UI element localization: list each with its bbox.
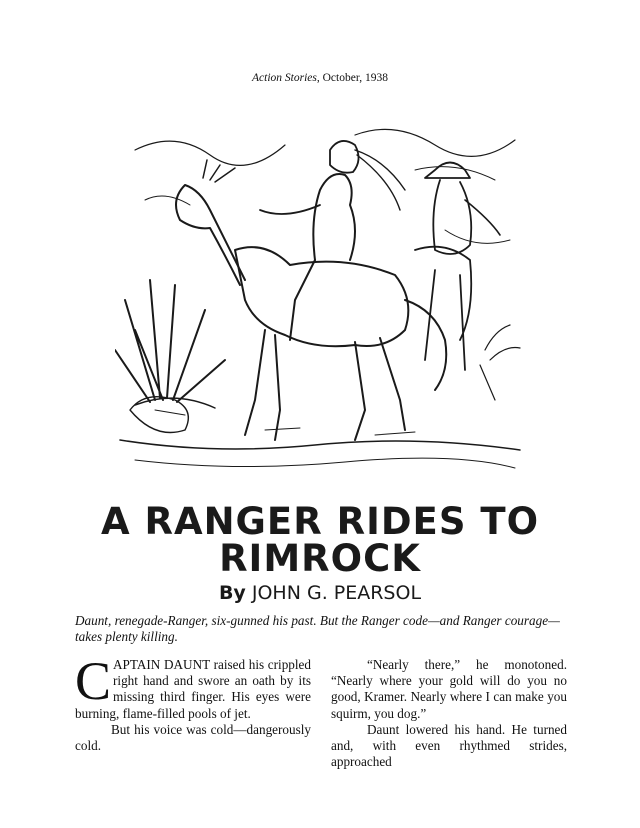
paragraph-text: APTAIN DAUNT raised his crippled right hand and swore an oath by its missing third finger. His eyes were burning, flame-filled pools of jet. [75, 657, 311, 721]
paragraph: Daunt lowered his hand. He turned and, with even rhythmed strides, approached [331, 721, 567, 770]
drop-cap: C [75, 651, 112, 711]
story-illustration [115, 110, 525, 480]
publication-date: , October, 1938 [316, 72, 388, 84]
paragraph: “Nearly there,” he monotoned. “Nearly where your gold will do you no good, Kramer. Nearly where I can make you squirm, you dog.” [331, 657, 567, 721]
body-column-left [75, 651, 311, 754]
byline-by: By [218, 582, 246, 604]
body-column-right [331, 657, 567, 770]
byline [0, 582, 640, 604]
paragraph: But his voice was cold—dangerously cold. [75, 721, 311, 754]
story-tagline: Daunt, renegade-Ranger, six-gunned his past. But the Ranger code—and Ranger courage—takes plenty killing. [75, 613, 560, 644]
author-name: JOHN G. PEARSOL [251, 582, 422, 604]
paragraph [75, 651, 311, 722]
story-title-line-1: A RANGER RIDES TO [100, 500, 540, 543]
publication-name: Action Stories [252, 72, 317, 84]
running-header [0, 72, 640, 84]
story-title-line-2: RIMROCK [219, 537, 421, 580]
